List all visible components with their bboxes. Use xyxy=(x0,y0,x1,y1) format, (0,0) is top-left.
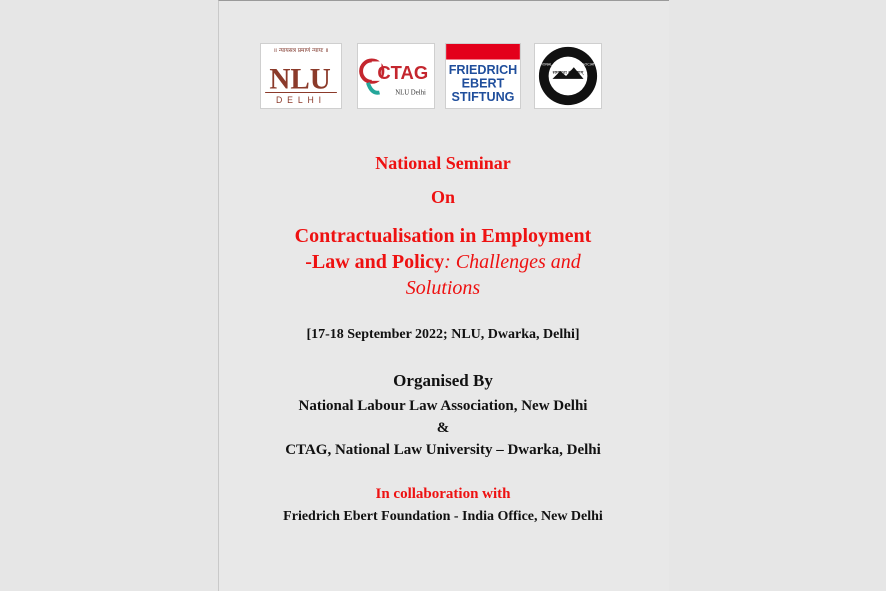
organiser-ampersand: & xyxy=(436,420,450,436)
fes-line3: STIFTUNG xyxy=(451,90,515,105)
nlla-ring-text: NATIONAL LABOUR LAW ASSOCIATION xyxy=(535,62,601,67)
seminar-on: On xyxy=(430,187,455,207)
nlu-delhi-logo xyxy=(260,43,342,109)
collaboration-heading: In collaboration with xyxy=(375,486,511,502)
nlu-motto: ॥ न्यायसत्र प्रमाणं न्यायः ॥ xyxy=(273,47,329,54)
seminar-title-line1: Contractualisation in Employment xyxy=(294,225,592,247)
date-venue: [17-18 September 2022; NLU, Dwarka, Delhi] xyxy=(306,327,580,342)
ctag-logo xyxy=(357,43,435,109)
seminar-title-line3: Solutions xyxy=(405,277,481,299)
fes-logo xyxy=(445,43,521,109)
organiser-2: CTAG, National Law University – Dwarka, Delhi xyxy=(285,442,601,458)
organiser-1: National Labour Law Association, New Delhi xyxy=(298,398,588,414)
organised-by-heading: Organised By xyxy=(393,371,493,390)
collaboration-org: Friedrich Ebert Foundation - India Office, New Delhi xyxy=(283,509,603,524)
ctag-subtext: NLU Delhi xyxy=(395,89,426,97)
seminar-title-line2 xyxy=(218,251,668,274)
seminar-label: National Seminar xyxy=(375,153,511,173)
title-plain-part: -Law and Policy xyxy=(305,251,445,273)
fes-line2: EBERT xyxy=(461,76,505,91)
nlu-city: DELHI xyxy=(276,95,326,106)
nlu-letters: NLU xyxy=(269,63,331,96)
title-italic-part: : Challenges and xyxy=(444,251,581,273)
nlla-center-text: समानता संरक्षणम् xyxy=(552,71,584,77)
fes-line1: FRIEDRICH xyxy=(448,63,518,78)
ctag-letters: CTAG xyxy=(377,61,429,83)
nlla-logo xyxy=(534,43,602,109)
